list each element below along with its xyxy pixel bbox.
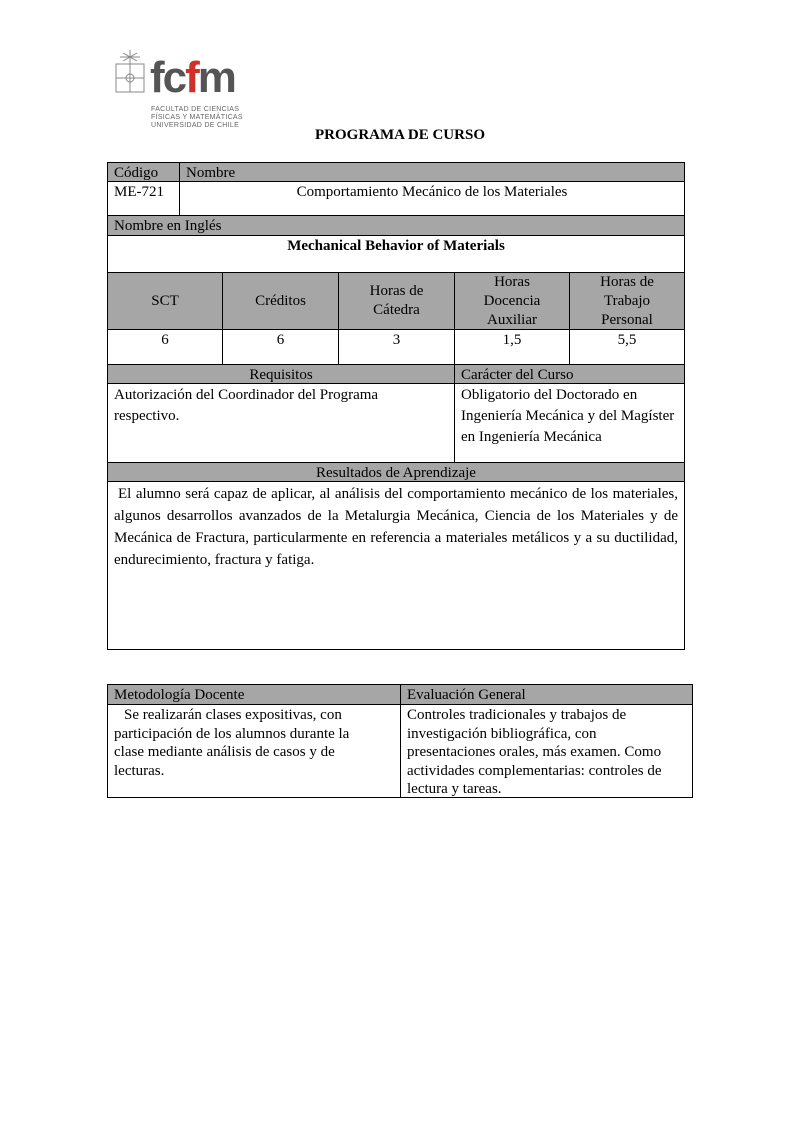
evaluacion-text: Controles tradicionales y trabajos de investigación bibliográfica, con presentaciones orales, más examen. Como actividades complementarias: controles de lectura y tareas.	[400, 704, 693, 798]
hours-header: Créditos	[222, 272, 339, 330]
hours-header: Horas de Cátedra	[338, 272, 455, 330]
caracter-label: Carácter del Curso	[454, 364, 685, 384]
metodologia-text: Se realizarán clases expositivas, con participación de los alumnos durante la clase mediante análisis de casos y de lecturas.	[107, 704, 401, 798]
requisitos-label: Requisitos	[107, 364, 455, 384]
code-label: Código	[107, 162, 180, 182]
page-title: PROGRAMA DE CURSO	[314, 127, 485, 143]
fcfm-logo: fcfm	[150, 53, 235, 102]
requisitos-text: Autorización del Coordinador del Programa respectivo.	[107, 383, 455, 463]
caracter-text: Obligatorio del Doctorado en Ingeniería Mecánica y del Magíster en Ingeniería Mecánica	[454, 383, 685, 463]
evaluacion-label: Evaluación General	[400, 684, 693, 705]
logo-line: UNIVERSIDAD DE CHILE	[151, 122, 240, 129]
hours-value: 6	[107, 329, 223, 365]
resultados-label: Resultados de Aprendizaje	[107, 462, 685, 482]
hours-value: 1,5	[454, 329, 570, 365]
hours-header: Horas Docencia Auxiliar	[454, 272, 570, 330]
hours-value: 3	[338, 329, 455, 365]
name-label: Nombre	[179, 162, 685, 182]
hours-value: 6	[222, 329, 339, 365]
course-name: Comportamiento Mecánico de los Materiales	[179, 181, 685, 216]
resultados-text: El alumno será capaz de aplicar, al análisis del comportamiento mecánico de los materiales, algunos desarrollos avanzados de la Metalurgia Mecánica, Ciencia de los Materiales y de Mecánica de Fractura, particularmente en referencia a materiales metálicos y a su ductilidad, endurecimiento, fractura y fatiga.	[107, 481, 685, 650]
logo-line: FÍSICAS Y MATEMÁTICAS	[151, 114, 243, 121]
metodologia-label: Metodología Docente	[107, 684, 401, 705]
hours-header: SCT	[107, 272, 223, 330]
course-code: ME-721	[107, 181, 180, 216]
english-label: Nombre en Inglés	[107, 215, 685, 236]
english-name: Mechanical Behavior of Materials	[107, 235, 685, 273]
logo-line: FACULTAD DE CIENCIAS	[151, 106, 240, 113]
hours-header: Horas de Trabajo Personal	[569, 272, 685, 330]
hours-value: 5,5	[569, 329, 685, 365]
university-seal-icon	[112, 48, 148, 110]
